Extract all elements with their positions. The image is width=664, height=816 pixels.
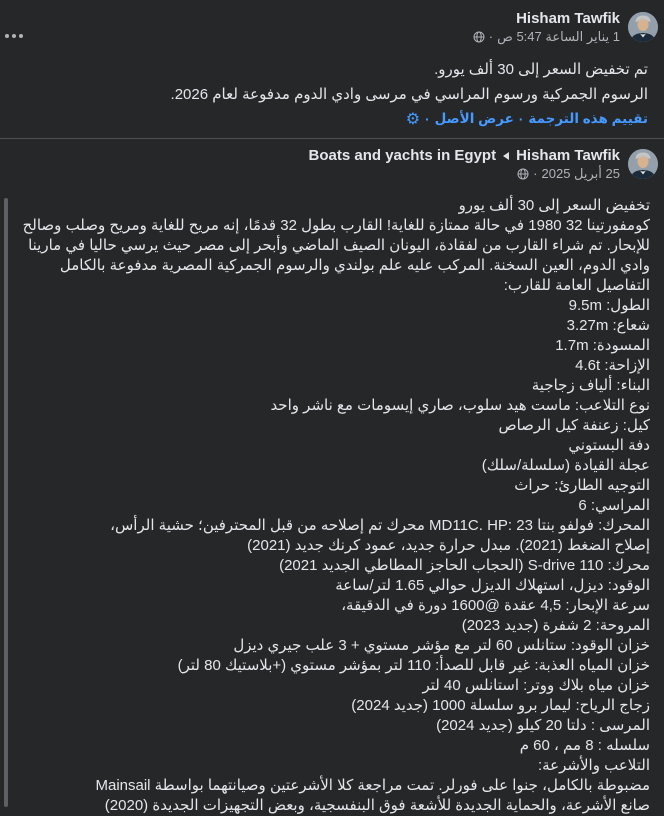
post-body-line: سلسله : 8 مم ، 60 م <box>519 737 650 754</box>
post-body-line: نوع التلاعب: ماست هيد سلوب، صاري إيسومات مع ناشر واحد <box>270 397 650 414</box>
post-header-text <box>309 147 620 181</box>
post-text <box>12 57 648 107</box>
post-body-line: وادي الدوم، العين السخنة. المركب عليه علم بولندي والرسوم الجمركية المصرية مدفوعة بالكامل <box>59 257 650 274</box>
post-translated <box>0 0 664 127</box>
post-body-line: المروحة: 2 شفرة (جديد 2023) <box>461 617 650 634</box>
post-body-line: المحرك: فولفو بنتا MD11C. HP: 23 محرك تم إصلاحه من قبل المحترفين؛ حشية الرأس، <box>110 517 650 534</box>
post-header <box>6 10 658 44</box>
view-original-link[interactable]: عرض الأصل <box>434 111 514 126</box>
dot-separator: · <box>518 111 524 127</box>
post-body-line: مضبوطة بالكامل، جنوا على فورلر. تمت مراجعة كلا الأشرعتين وصيانتهما بواسطة Mainsail <box>95 777 650 794</box>
post-body-line: عجلة القيادة (سلسلة/سلك) <box>481 457 650 474</box>
post-body-line: البناء: ألياف زجاجية <box>531 377 650 394</box>
post-body-line: التلاعب والأشرعة: <box>537 757 650 774</box>
avatar[interactable] <box>628 149 658 179</box>
scrollbar-thumb[interactable] <box>4 198 8 807</box>
post-date[interactable]: 25 أبريل 2025 <box>541 166 620 181</box>
ellipsis-menu-icon <box>12 34 16 38</box>
post-body-line: المراسي: 6 <box>578 497 650 514</box>
post-body-line: الطول: 9.5m <box>568 297 650 314</box>
dot-separator: · <box>533 166 538 181</box>
post-body-line: المرسى : دلتا 20 كيلو (جديد 2024) <box>436 717 650 734</box>
avatar[interactable] <box>628 12 658 42</box>
post-body-line: كيل: زعنفة كيل الرصاص <box>498 417 650 434</box>
post-body-line: محرك: S-drive 110 (الحجاب الحاجز المطاطي الجديد 2021) <box>279 557 650 574</box>
ellipsis-menu-icon <box>5 34 9 38</box>
post-header-text <box>473 10 620 44</box>
post-body-line: تخفيض السعر إلى 30 ألف يورو <box>458 197 650 214</box>
avatar-image <box>628 12 658 42</box>
post-body-line: سرعة الإبحار: 4,5 عقدة @1600 دورة في الدقيقة، <box>341 597 650 614</box>
post-title <box>309 147 620 164</box>
translation-settings-gear-icon[interactable]: ⚙ <box>405 109 421 128</box>
rate-translation-link[interactable]: تقييم هذه الترجمة <box>528 111 648 126</box>
post-group <box>0 139 664 816</box>
group-name[interactable]: Boats and yachts in Egypt <box>308 147 497 164</box>
post-body-line: خزان المياه العذبة: غير قابل للصدأ: 110 لتر بمؤشر مستوي (+بلاستيك 80 لتر) <box>177 657 650 674</box>
post-body-line: كومفورتينا 32 1980 في حالة ممتازة للغاية! القارب بطول 32 قدمًا، إنه مريح للغاية ومريح وصلب وصالح <box>22 217 650 234</box>
post-body-line: خزان الوقود: ستانلس 60 لتر مع مؤشر مستوي + 3 علب جيري ديزل <box>233 637 650 654</box>
post-body-line: خزان مياه بلاك ووتر: استانلس 40 لتر <box>422 677 650 694</box>
post-body-line: صانع الأشرعة، والحماية الجديدة للأشعة فوق البنفسجية، وبعض التجهيزات الجديدة (2020) <box>104 797 650 814</box>
post-body-line: للإبحار. تم شراء القارب من لفقادة، اليونان الصيف الماضي وأبحر إلى مصر حيث يرسي حاليا في مارينا <box>28 237 650 254</box>
post-body-line: الوقود: ديزل، استهلاك الديزل حوالي 1.65 لتر/ساعة <box>335 577 650 594</box>
post-text-line: الرسوم الجمركية ورسوم المراسي في مرسى وادي الدوم مدفوعة لعام 2026. <box>170 86 648 103</box>
dot-separator: · <box>425 111 430 127</box>
post-body-line: إصلاح الضغط (2021). مبدل حرارة جديد، عمود كرنك جديد (2021) <box>247 537 650 554</box>
author-name[interactable]: Hisham Tawfik <box>516 10 620 27</box>
post-body-line: المسودة: 1.7m <box>555 337 650 354</box>
avatar-image <box>628 149 658 179</box>
ellipsis-menu-icon <box>19 34 23 38</box>
post-body-line: زجاج الرياح: ليمار برو سلسلة 1000 (جديد 2024) <box>351 697 650 714</box>
author-name[interactable]: Hisham Tawfik <box>516 147 620 164</box>
dot-separator: · <box>488 29 494 44</box>
post-body-line: التفاصيل العامة للقارب: <box>503 277 650 294</box>
post-body-line: التوجيه الطارئ: حراث <box>514 477 650 494</box>
post-meta <box>473 29 620 44</box>
post-body <box>12 196 650 816</box>
globe-icon <box>473 31 485 43</box>
post-header <box>6 147 658 181</box>
post-body-line: دفة البستوني <box>568 437 650 454</box>
post-body-line: الإزاحة: 4.6t <box>575 357 650 374</box>
timestamp[interactable]: 1 يناير الساعة 5:47 ص <box>497 29 620 44</box>
post-text-line: تم تخفيض السعر إلى 30 ألف يورو. <box>434 61 648 78</box>
post-meta <box>309 166 620 181</box>
arrow-left-icon <box>503 152 509 160</box>
globe-icon <box>517 168 529 180</box>
post-body-line: شعاع: 3.27m <box>566 317 650 334</box>
translation-controls <box>6 111 648 127</box>
more-options-button[interactable] <box>3 30 25 42</box>
